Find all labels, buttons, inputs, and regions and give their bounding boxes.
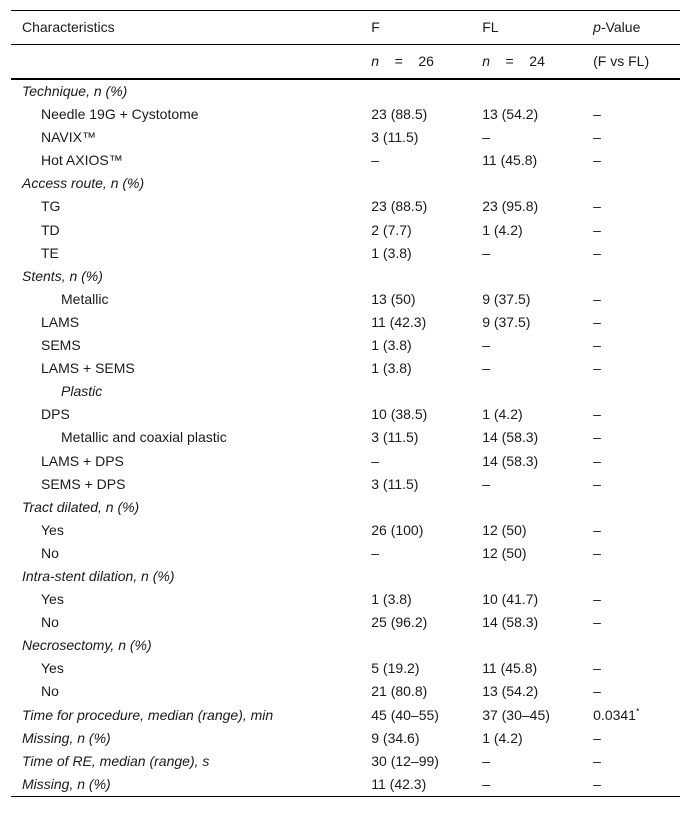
cell-fl: –: [482, 360, 490, 377]
row-label: Yes: [41, 591, 64, 608]
n-label-f: n: [371, 53, 380, 69]
cell-p-value: [593, 450, 680, 473]
p-value-text: –: [593, 337, 601, 354]
row-label: Stents, n (%): [22, 267, 103, 284]
cell-f: 1 (3.8): [371, 337, 412, 354]
subheader-n-fl: [482, 45, 593, 80]
cell-fl: 1 (4.2): [482, 406, 523, 423]
significance-mark: *: [635, 705, 640, 716]
cell-fl: 10 (41.7): [482, 591, 539, 608]
characteristics-table: [11, 10, 680, 797]
p-value-text: –: [593, 591, 601, 608]
cell-p-value: [593, 149, 680, 172]
p-value-text: –: [593, 429, 601, 446]
header-characteristics: Characteristics: [11, 11, 371, 45]
cell-fl: [482, 634, 593, 657]
cell-fl: 14 (58.3): [482, 614, 539, 631]
n-label-fl: n: [482, 53, 490, 69]
cell-fl: [482, 380, 593, 403]
table-row: [11, 680, 680, 703]
p-value-text: –: [593, 729, 601, 746]
n-eq-fl: =: [505, 53, 514, 69]
cell-p-value: [593, 611, 680, 634]
row-label: Time of RE, median (range), s: [22, 752, 210, 769]
row-label: No: [41, 683, 59, 700]
cell-f: 5 (19.2): [371, 660, 420, 677]
row-label: Technique, n (%): [22, 83, 128, 99]
table-row: [11, 403, 680, 426]
cell-fl: 11 (45.8): [482, 152, 538, 169]
row-label: Needle 19G + Cystotome: [41, 106, 199, 123]
p-value-text: –: [593, 544, 601, 561]
table-row: [11, 727, 680, 750]
table-row: [11, 657, 680, 680]
table-row: [11, 380, 680, 403]
cell-f: [371, 172, 482, 195]
header-f: F: [371, 11, 482, 45]
cell-f: 3 (11.5): [371, 429, 419, 446]
cell-fl: 14 (58.3): [482, 452, 539, 469]
table-row: [11, 172, 680, 195]
table-row: [11, 334, 680, 357]
cell-fl: 12 (50): [482, 544, 527, 561]
cell-p-value: [593, 288, 680, 311]
table-row: [11, 611, 680, 634]
header-p-value: [593, 11, 680, 45]
cell-f: 23 (88.5): [371, 106, 428, 123]
header-fl: FL: [482, 11, 593, 45]
cell-fl: [482, 265, 593, 288]
table-row: [11, 79, 680, 103]
cell-f: 1 (3.8): [371, 244, 412, 261]
table-row: [11, 634, 680, 657]
p-value-text: –: [593, 360, 601, 377]
cell-fl: 1 (4.2): [482, 729, 523, 746]
row-label: Yes: [41, 660, 64, 677]
cell-fl: 1 (4.2): [482, 221, 523, 238]
row-label: TD: [41, 221, 60, 238]
row-label: Missing, n (%): [11, 773, 371, 797]
table-row: [11, 288, 680, 311]
cell-f: 11 (42.3): [371, 773, 482, 797]
cell-f: 23 (88.5): [371, 198, 428, 215]
cell-p-value: [593, 426, 680, 449]
row-label: Time for procedure, median (range), min: [22, 706, 274, 723]
table-row: [11, 704, 680, 727]
cell-f: [371, 79, 482, 103]
row-label: Necrosectomy, n (%): [22, 637, 152, 654]
cell-p-value: [593, 727, 680, 750]
cell-f: [371, 380, 482, 403]
cell-f: 1 (3.8): [371, 360, 412, 377]
p-value-text: –: [593, 683, 601, 700]
header-row: [11, 11, 680, 45]
cell-f: 30 (12–99): [371, 752, 439, 769]
cell-f: 21 (80.8): [371, 683, 428, 700]
p-value-text: –: [593, 290, 601, 307]
cell-p-value: [593, 265, 680, 288]
table-row: [11, 450, 680, 473]
row-label: LAMS + DPS: [41, 452, 124, 469]
cell-p-value: [593, 588, 680, 611]
table-row: [11, 542, 680, 565]
cell-p-value: [593, 219, 680, 242]
cell-p-value: [593, 334, 680, 357]
cell-p-value: [593, 195, 680, 218]
row-label: Missing, n (%): [22, 729, 111, 746]
row-label: TG: [41, 198, 61, 215]
row-label: SEMS + DPS: [41, 475, 126, 492]
row-label: Metallic and coaxial plastic: [61, 429, 227, 446]
cell-f: [371, 265, 482, 288]
cell-f: [371, 634, 482, 657]
cell-p-value: [593, 126, 680, 149]
header-p-italic: p: [593, 19, 601, 35]
table-row: [11, 426, 680, 449]
cell-p-value: [593, 380, 680, 403]
n-value-f: 26: [418, 53, 434, 69]
table-row: [11, 265, 680, 288]
row-label: LAMS + SEMS: [41, 360, 135, 377]
cell-f: –: [371, 544, 380, 561]
table-row: [11, 195, 680, 218]
cell-fl: 13 (54.2): [482, 106, 539, 123]
subheader-row: [11, 45, 680, 80]
cell-f: –: [371, 152, 380, 169]
p-value-text: –: [593, 244, 601, 261]
cell-fl: [482, 172, 593, 195]
cell-fl: [482, 496, 593, 519]
cell-fl: 12 (50): [482, 521, 527, 538]
cell-p-value: [593, 542, 680, 565]
row-label: Hot AXIOS™: [41, 152, 123, 169]
cell-p-value: [593, 750, 680, 773]
header-p-rest: -Value: [600, 19, 641, 35]
cell-p-value: [593, 103, 680, 126]
p-value-text: –: [593, 106, 601, 123]
cell-p-value: [593, 79, 680, 103]
cell-f: 3 (11.5): [371, 475, 419, 492]
cell-fl: –: [482, 752, 490, 769]
table-row: [11, 357, 680, 380]
row-label: Intra-stent dilation, n (%): [22, 567, 175, 584]
cell-f: 25 (96.2): [371, 614, 428, 631]
subheader-n-f: [371, 45, 482, 80]
cell-fl: 9 (37.5): [482, 290, 531, 307]
cell-f: 9 (34.6): [371, 729, 420, 746]
cell-p-value: [593, 657, 680, 680]
cell-p-value: [593, 403, 680, 426]
p-value-text: –: [593, 452, 601, 469]
cell-f: [371, 565, 482, 588]
cell-fl: [482, 565, 593, 588]
p-value-text: –: [593, 129, 601, 146]
row-label: NAVIX™: [41, 129, 96, 146]
table-row: [11, 496, 680, 519]
table-row: [11, 565, 680, 588]
row-label: DPS: [41, 406, 70, 423]
table-row: [11, 311, 680, 334]
cell-fl: 13 (54.2): [482, 683, 539, 700]
cell-p-value: [593, 496, 680, 519]
cell-f: 1 (3.8): [371, 591, 412, 608]
row-label: Plastic: [61, 383, 103, 400]
cell-p-value: [593, 773, 680, 797]
row-label: TE: [41, 244, 59, 261]
cell-p-value: [593, 519, 680, 542]
n-eq-f: =: [394, 53, 403, 69]
p-value-text: –: [593, 614, 601, 631]
n-value-fl: 24: [529, 53, 545, 69]
cell-f: 3 (11.5): [371, 129, 419, 146]
table-row: [11, 750, 680, 773]
cell-f: 2 (7.7): [371, 221, 412, 238]
cell-p-value: [593, 242, 680, 265]
cell-p-value: [593, 172, 680, 195]
p-value-text: –: [593, 221, 601, 238]
table-row: [11, 773, 680, 797]
cell-fl: 14 (58.3): [482, 429, 539, 446]
cell-fl: 23 (95.8): [482, 198, 539, 215]
row-label: Access route, n (%): [22, 175, 145, 192]
p-value-text: 0.0341: [593, 706, 636, 723]
cell-f: 13 (50): [371, 290, 416, 307]
p-value-text: –: [593, 198, 601, 215]
cell-f: 11 (42.3): [371, 313, 427, 330]
table-row: [11, 519, 680, 542]
p-value-text: –: [593, 775, 601, 792]
table-row: [11, 126, 680, 149]
table-row: [11, 103, 680, 126]
cell-p-value: [593, 311, 680, 334]
table-row: [11, 219, 680, 242]
row-label: No: [41, 544, 59, 561]
table-row: [11, 149, 680, 172]
cell-f: –: [371, 452, 380, 469]
cell-fl: 11 (45.8): [482, 660, 538, 677]
row-label: Yes: [41, 521, 64, 538]
cell-f: 26 (100): [371, 521, 424, 538]
cell-fl: –: [482, 129, 490, 146]
row-label: SEMS: [41, 337, 81, 354]
p-value-text: –: [593, 406, 601, 423]
cell-fl: –: [482, 244, 490, 261]
cell-fl: –: [482, 773, 593, 797]
cell-p-value: [593, 473, 680, 496]
cell-p-value: [593, 565, 680, 588]
cell-p-value: [593, 680, 680, 703]
p-value-text: –: [593, 521, 601, 538]
cell-fl: [482, 79, 593, 103]
table-row: [11, 588, 680, 611]
cell-fl: –: [482, 337, 490, 354]
cell-fl: –: [482, 475, 490, 492]
p-value-text: –: [593, 752, 601, 769]
p-value-text: –: [593, 660, 601, 677]
table-row: [11, 242, 680, 265]
cell-f: 45 (40–55): [371, 706, 439, 723]
subheader-compare: (F vs FL): [593, 45, 680, 80]
row-label: No: [41, 614, 59, 631]
cell-f: [371, 496, 482, 519]
row-label: LAMS: [41, 313, 80, 330]
row-label: Tract dilated, n (%): [22, 498, 140, 515]
cell-fl: 9 (37.5): [482, 313, 531, 330]
table-row: [11, 473, 680, 496]
cell-p-value: [593, 357, 680, 380]
cell-f: 10 (38.5): [371, 406, 428, 423]
p-value-text: –: [593, 152, 601, 169]
cell-p-value: [593, 634, 680, 657]
row-label: Metallic: [61, 290, 109, 307]
subheader-empty: [11, 45, 371, 80]
p-value-text: –: [593, 313, 601, 330]
cell-p-value: [593, 704, 680, 727]
cell-fl: 37 (30–45): [482, 706, 550, 723]
p-value-text: –: [593, 475, 601, 492]
